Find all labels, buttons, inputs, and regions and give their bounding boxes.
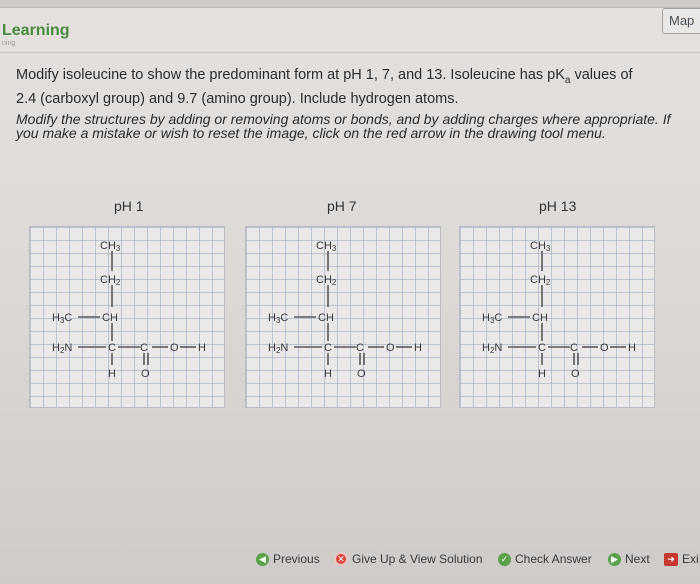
close-icon: ✕ [334,552,348,566]
drawing-panel-ph7[interactable] [245,226,441,408]
atom-alpha-h: H [538,368,546,380]
atom-ch3: CH3 [316,240,337,253]
atom-ch: CH [532,312,548,324]
ph13-label: pH 13 [539,198,577,214]
atom-h2n: H2N [268,342,289,355]
brand-subtitle: ning [2,40,16,47]
isoleucine-structure [460,227,656,409]
drawing-panel-ph1[interactable] [29,226,225,408]
atom-ch2: CH2 [316,274,337,287]
exit-label: Exi [682,552,699,566]
atom-carboxyl-c: C [570,342,578,354]
ph7-label: pH 7 [327,198,357,214]
isoleucine-structure [246,227,442,409]
atom-alpha-c: C [108,342,116,354]
atom-ch3: CH3 [100,240,121,253]
atom-carboxyl-c: C [356,342,364,354]
question-line1-tail: values of [570,67,633,83]
isoleucine-structure [30,227,226,409]
atom-hydroxyl-h: H [414,342,422,354]
next-label: Next [625,552,650,566]
question-text [16,66,688,109]
check-icon: ✓ [498,553,511,566]
give-up-button[interactable] [334,552,483,566]
atom-hydroxyl-h: H [198,342,206,354]
atom-ch2: CH2 [100,274,121,287]
give-up-label: Give Up & View Solution [352,552,483,566]
atom-alpha-c: C [324,342,332,354]
previous-arrow-icon: ◀ [256,553,269,566]
check-answer-label: Check Answer [515,552,592,566]
map-button[interactable]: Map [662,8,700,34]
atom-h3c: H3C [52,312,73,325]
brand-title: Learning [2,22,70,39]
atom-ch2: CH2 [530,274,551,287]
top-bar [0,0,700,8]
drawing-panel-ph13[interactable] [459,226,655,408]
question-line1: Modify isoleucine to show the predominant form at pH 1, 7, and 13. Isoleucine has pK [16,67,565,83]
question-line2: 2.4 (carboxyl group) and 9.7 (amino group). Include hydrogen atoms. [16,90,459,107]
atom-alpha-c: C [538,342,546,354]
exit-button[interactable] [664,552,699,566]
atom-h2n: H2N [482,342,503,355]
next-button[interactable] [608,552,650,566]
check-answer-button[interactable] [498,552,592,566]
previous-button[interactable] [256,552,320,566]
atom-carbonyl-o: O [571,368,580,380]
atom-hydroxyl-o: O [170,342,179,354]
atom-h3c: H3C [482,312,503,325]
ph1-label: pH 1 [114,198,144,214]
atom-ch: CH [318,312,334,324]
atom-carboxyl-c: C [140,342,148,354]
atom-h2n: H2N [52,342,73,355]
instruction-text: Modify the structures by adding or removing atoms or bonds, and by adding charges where appropriate. If you make a mistake or wish to reset the image, click on the red arrow in the drawing tool menu. [16,111,671,141]
previous-label: Previous [273,552,320,566]
atom-hydroxyl-o: O [386,342,395,354]
atom-ch: CH [102,312,118,324]
next-arrow-icon: ▶ [608,553,621,566]
atom-alpha-h: H [108,368,116,380]
atom-carbonyl-o: O [357,368,366,380]
header-divider [0,52,700,53]
pka-subscript: a [564,74,571,86]
atom-carbonyl-o: O [141,368,150,380]
atom-alpha-h: H [324,368,332,380]
atom-hydroxyl-h: H [628,342,636,354]
atom-h3c: H3C [268,312,289,325]
atom-hydroxyl-o: O [600,342,609,354]
atom-ch3: CH3 [530,240,551,253]
exit-icon: ➜ [664,553,678,566]
